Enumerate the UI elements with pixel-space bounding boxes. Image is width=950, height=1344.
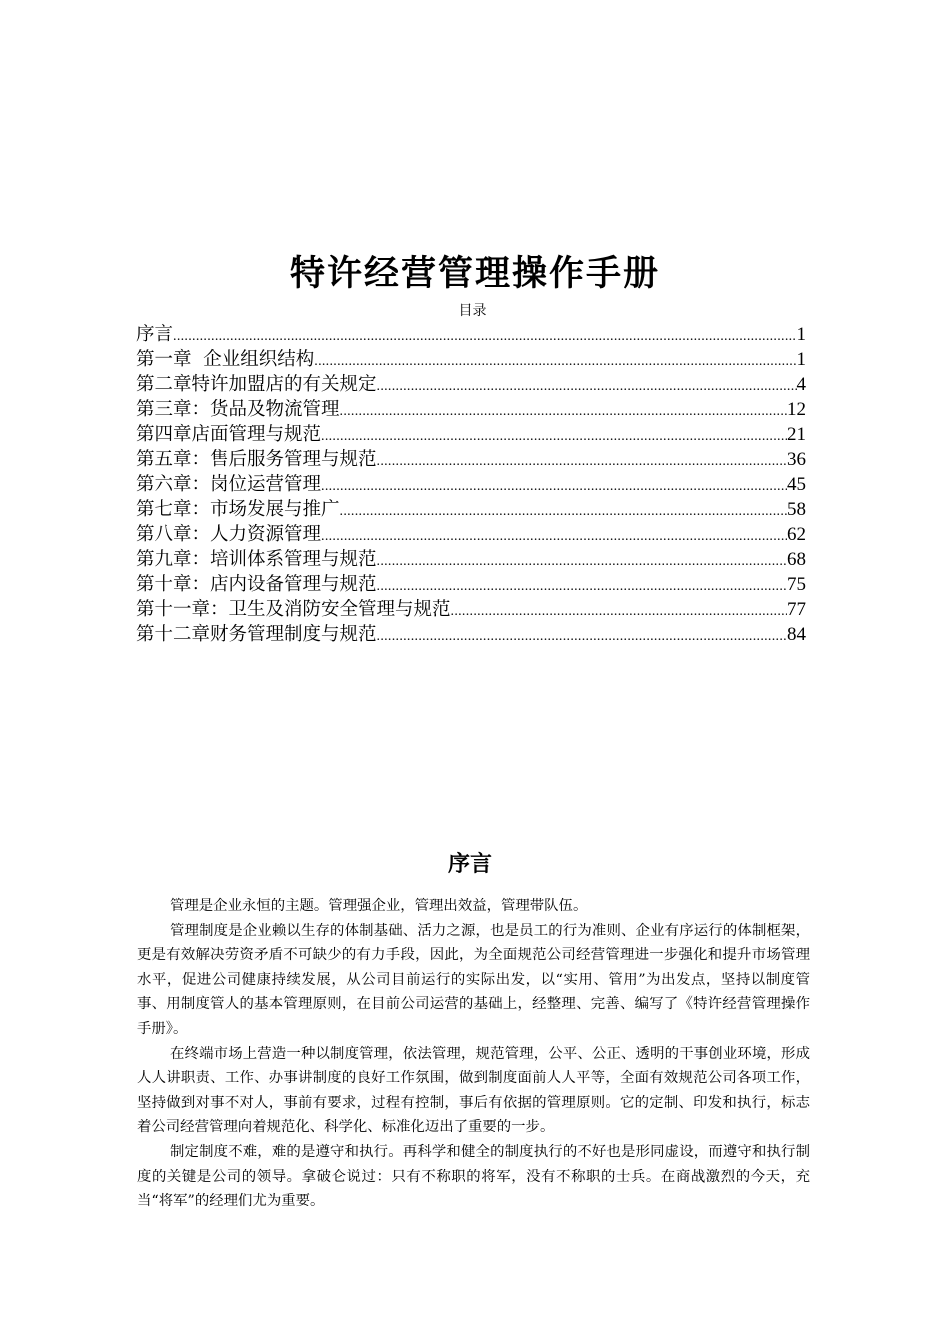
toc-leader-dots [377,449,787,472]
toc-entry-label: 第六章：岗位运营管理 [136,474,322,495]
toc-entry-chapter-8[interactable] [136,522,806,547]
preface-paragraph: 管理制度是企业赖以生存的体制基础、活力之源，也是员工的行为准则、企业有序运行的体制框架，更是有效解决劳资矛盾不可缺少的有力手段，因此，为全面规范公司经营管理进一步强化和提升市场管理水平，促进公司健康持续发展，从公司目前运行的实际出发，以“实用、管用”为出发点，坚持以制度管事、用制度管人的基本管理原则，在目前公司运营的基础上，经整理、完善、编写了《特许经营管理操作手册》。 [137,922,810,1037]
toc-entry-label: 第三章：货品及物流管理 [136,399,340,420]
toc-entry-label: 第二章特许加盟店的有关规定 [136,374,377,395]
toc-entry-label: 第十一章：卫生及消防安全管理与规范 [136,599,451,620]
toc-entry-page: 21 [787,424,806,445]
toc-entry-page: 84 [787,624,806,645]
toc-entry-page: 36 [787,449,806,470]
toc-entry-chapter-6[interactable] [136,472,806,497]
table-of-contents [136,322,806,647]
toc-leader-dots [377,549,787,572]
toc-entry-label: 第五章：售后服务管理与规范 [136,449,377,470]
toc-entry-label: 第八章：人力资源管理 [136,524,322,545]
toc-entry-label: 第四章店面管理与规范 [136,424,322,445]
toc-leader-dots [321,524,787,547]
toc-entry-chapter-12[interactable] [136,622,806,647]
toc-leader-dots [173,324,796,347]
toc-leader-dots [377,374,797,397]
toc-entry-chapter-3[interactable] [136,397,806,422]
preface-paragraph: 制定制度不难，难的是遵守和执行。再科学和健全的制度执行的不好也是形同虚设，而遵守和执行制度的关键是公司的领导。拿破仑说过：只有不称职的将军，没有不称职的士兵。在商战激烈的今天，充当“将军”的经理们尤为重要。 [137,1143,810,1210]
toc-entry-label: 第七章：市场发展与推广 [136,499,340,520]
toc-entry-label: 第十章：店内设备管理与规范 [136,574,377,595]
toc-entry-label: 序言 [136,324,174,345]
toc-entry-chapter-1[interactable] [136,347,806,372]
toc-entry-page: 12 [787,399,806,420]
toc-entry-label: 第一章 企业组织结构 [136,349,315,370]
toc-entry-page: 1 [796,324,806,345]
preface-heading: 序言 [447,851,492,877]
toc-leader-dots [321,474,787,497]
toc-leader-dots [321,424,787,447]
toc-leader-dots [377,624,787,647]
preface-paragraph: 管理是企业永恒的主题。管理强企业，管理出效益，管理带队伍。 [170,898,588,914]
toc-entry-chapter-5[interactable] [136,447,806,472]
toc-entry-page: 58 [787,499,806,520]
toc-entry-chapter-7[interactable] [136,497,806,522]
toc-entry-chapter-2[interactable] [136,372,806,397]
toc-entry-chapter-9[interactable] [136,547,806,572]
toc-entry-preface[interactable] [136,322,806,347]
preface-paragraph: 在终端市场上营造一种以制度管理，依法管理，规范管理，公平、公正、透明的干事创业环境，形成人人讲职责、工作、办事讲制度的良好工作氛围，做到制度面前人人平等，全面有效规范公司各项工作，坚持做到对事不对人，事前有要求，过程有控制，事后有依据的管理原则。它的定制、印发和执行，标志着公司经营管理向着规范化、科学化、标准化迈出了重要的一步。 [137,1045,810,1136]
toc-leader-dots [340,499,787,522]
toc-entry-page: 77 [787,599,806,620]
toc-entry-page: 45 [787,474,806,495]
toc-entry-label: 第十二章财务管理制度与规范 [136,624,377,645]
toc-entry-chapter-4[interactable] [136,422,806,447]
toc-entry-page: 1 [796,349,806,370]
toc-entry-chapter-10[interactable] [136,572,806,597]
toc-heading: 目录 [458,303,487,319]
toc-leader-dots [314,349,796,372]
toc-entry-chapter-11[interactable] [136,597,806,622]
toc-leader-dots [451,599,787,622]
toc-entry-page: 68 [787,549,806,570]
toc-entry-page: 4 [796,374,806,395]
toc-leader-dots [340,399,787,422]
preface-body [137,894,810,1214]
toc-leader-dots [377,574,787,597]
document-title: 特许经营管理操作手册 [289,253,660,294]
toc-entry-page: 62 [787,524,806,545]
toc-entry-label: 第九章：培训体系管理与规范 [136,549,377,570]
toc-entry-page: 75 [787,574,806,595]
